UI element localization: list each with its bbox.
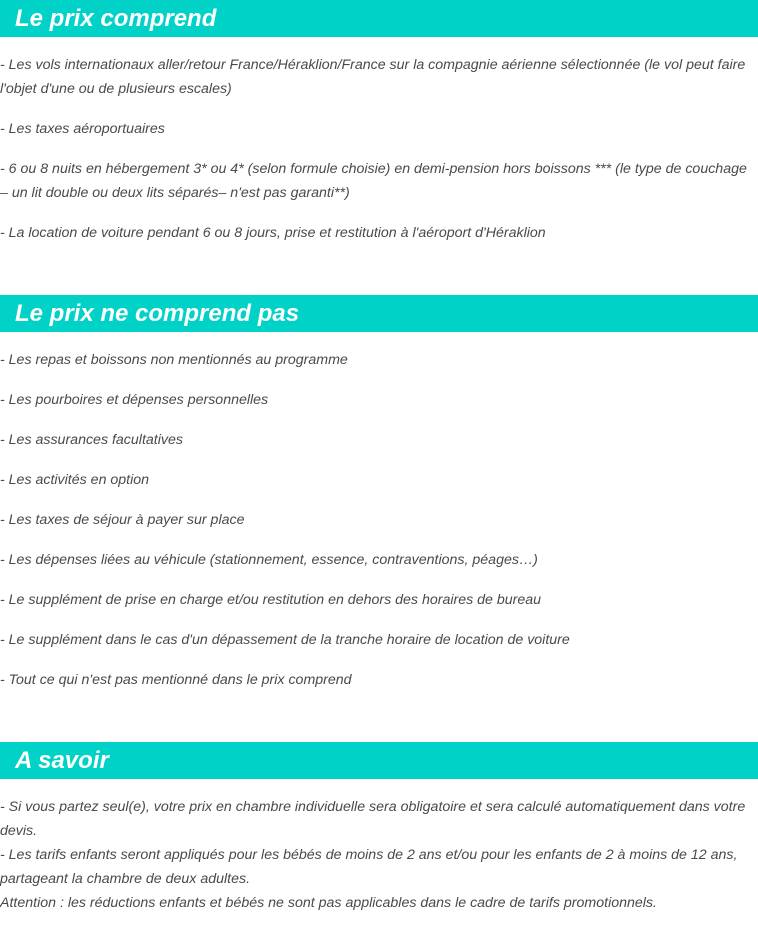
list-item: - La location de voiture pendant 6 ou 8 jours, prise et restitution à l'aéroport d'Héraklion — [0, 225, 546, 241]
section-title-included: Le prix comprend — [15, 5, 217, 32]
list-item: - Les tarifs enfants seront appliqués pour les bébés de moins de 2 ans et/ou pour les enfants de 2 à moins de 12 ans, partageant la chambre de deux adultes. — [0, 847, 738, 887]
list-item: - Le supplément dans le cas d'un dépassement de la tranche horaire de location de voiture — [0, 632, 570, 648]
list-item: - Les pourboires et dépenses personnelles — [0, 392, 269, 408]
to-know-list — [0, 795, 758, 915]
section-title-not-included: Le prix ne comprend pas — [15, 300, 300, 327]
section-header-to-know — [0, 742, 758, 779]
list-item: - Tout ce qui n'est pas mentionné dans le prix comprend — [0, 672, 352, 688]
section-title-to-know: A savoir — [15, 747, 109, 774]
list-item: - Les vols internationaux aller/retour France/Héraklion/France sur la compagnie aérienne sélectionnée (le vol peut faire l'objet d'une ou de plusieurs escales) — [0, 57, 746, 97]
list-item: - Les taxes de séjour à payer sur place — [0, 512, 245, 528]
section-header-included — [0, 0, 758, 37]
not-included-list — [0, 348, 758, 708]
list-item: - Les taxes aéroportuaires — [0, 121, 165, 137]
list-item: - Les repas et boissons non mentionnés au programme — [0, 352, 348, 368]
list-item: - Le supplément de prise en charge et/ou restitution en dehors des horaires de bureau — [0, 592, 542, 608]
list-item: - Les activités en option — [0, 472, 150, 488]
list-item: - Si vous partez seul(e), votre prix en chambre individuelle sera obligatoire et sera calculé automatiquement dans votre devis. — [0, 799, 746, 839]
list-item: - 6 ou 8 nuits en hébergement 3* ou 4* (selon formule choisie) en demi-pension hors boissons *** (le type de couchage – un lit double ou deux lits séparés– n'est pas garanti**) — [0, 161, 747, 201]
section-header-not-included — [0, 295, 758, 332]
list-item: - Les assurances facultatives — [0, 432, 183, 448]
list-item: Attention : les réductions enfants et bébés ne sont pas applicables dans le cadre de tarifs promotionnels. — [0, 895, 657, 911]
included-list — [0, 53, 758, 261]
list-item: - Les dépenses liées au véhicule (stationnement, essence, contraventions, péages…) — [0, 552, 538, 568]
